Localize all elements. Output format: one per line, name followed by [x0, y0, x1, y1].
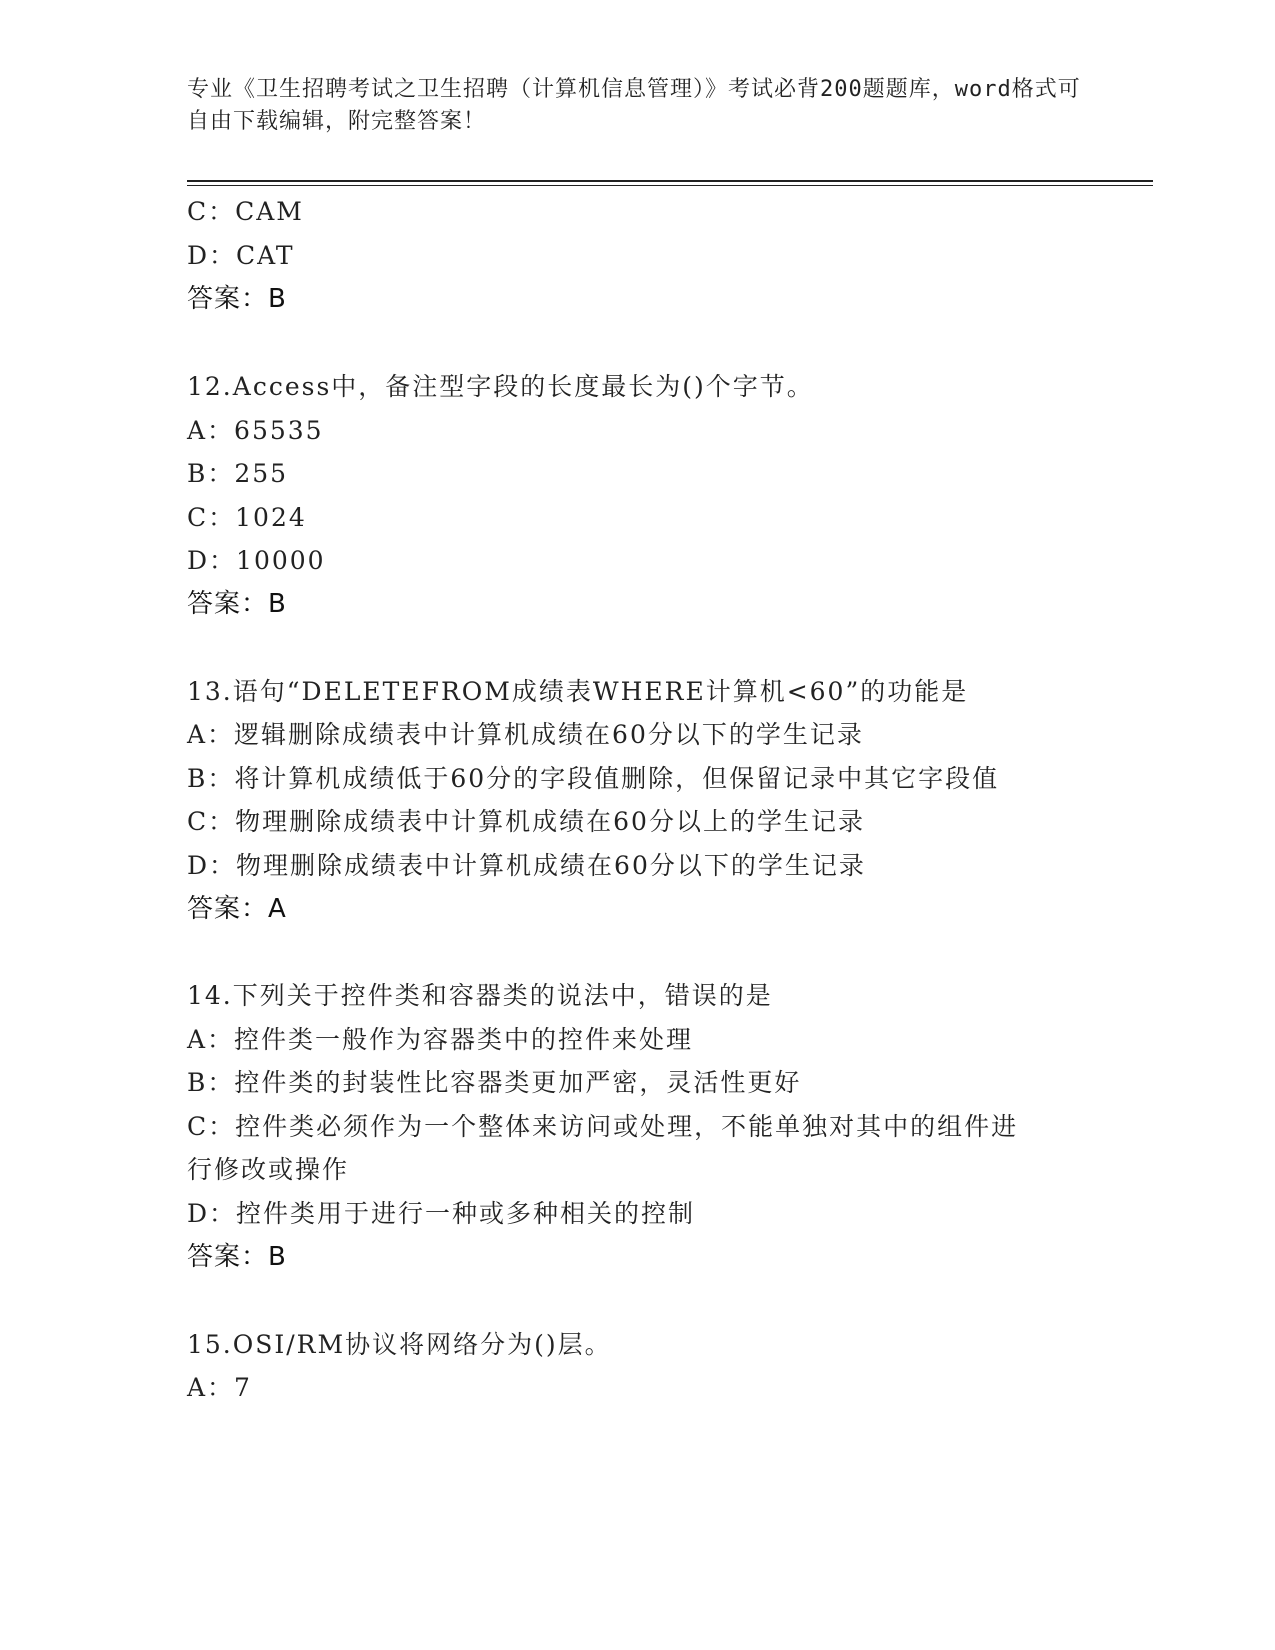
option-d: D：10000: [187, 546, 326, 575]
answer: 答案：B: [187, 589, 287, 619]
option-b: B：控件类的封装性比容器类更加严密，灵活性更好: [187, 1068, 802, 1097]
option-a: A：7: [187, 1373, 252, 1402]
option-c: C：1024: [187, 503, 307, 532]
option-a: A：逻辑删除成绩表中计算机成绩在60分以下的学生记录: [187, 720, 864, 749]
question-14: 14.下列关于控件类和容器类的说法中，错误的是: [187, 981, 773, 1010]
answer: 答案：A: [187, 894, 287, 924]
header-divider-thick: [187, 180, 1153, 182]
question-13: 13.语句“DELETEFROM成绩表WHERE计算机<60”的功能是: [187, 677, 969, 706]
answer: 答案：B: [187, 284, 287, 314]
option-c: C：控件类必须作为一个整体来访问或处理，不能单独对其中的组件进: [187, 1112, 1019, 1141]
option-d: D：CAT: [187, 241, 295, 270]
answer: 答案：B: [187, 1242, 287, 1272]
option-a: A：控件类一般作为容器类中的控件来处理: [187, 1025, 694, 1054]
option-c: C：CAM: [187, 197, 304, 226]
option-b: B：将计算机成绩低于60分的字段值删除，但保留记录中其它字段值: [187, 764, 1000, 793]
document-header: 专业《卫生招聘考试之卫生招聘（计算机信息管理）》考试必背200题题库，word格式可自由下载编辑，附完整答案！: [187, 77, 1081, 134]
question-15: 15.OSI/RM协议将网络分为()层。: [187, 1330, 612, 1359]
header-divider-thin: [187, 185, 1153, 186]
question-12: 12.Access中，备注型字段的长度最长为()个字节。: [187, 372, 814, 401]
option-a: A：65535: [187, 416, 324, 445]
option-d: D：控件类用于进行一种或多种相关的控制: [187, 1199, 696, 1228]
option-c: C：物理删除成绩表中计算机成绩在60分以上的学生记录: [187, 807, 865, 836]
option-b: B：255: [187, 459, 289, 488]
option-c-continued: 行修改或操作: [187, 1155, 350, 1184]
option-d: D：物理删除成绩表中计算机成绩在60分以下的学生记录: [187, 851, 866, 880]
